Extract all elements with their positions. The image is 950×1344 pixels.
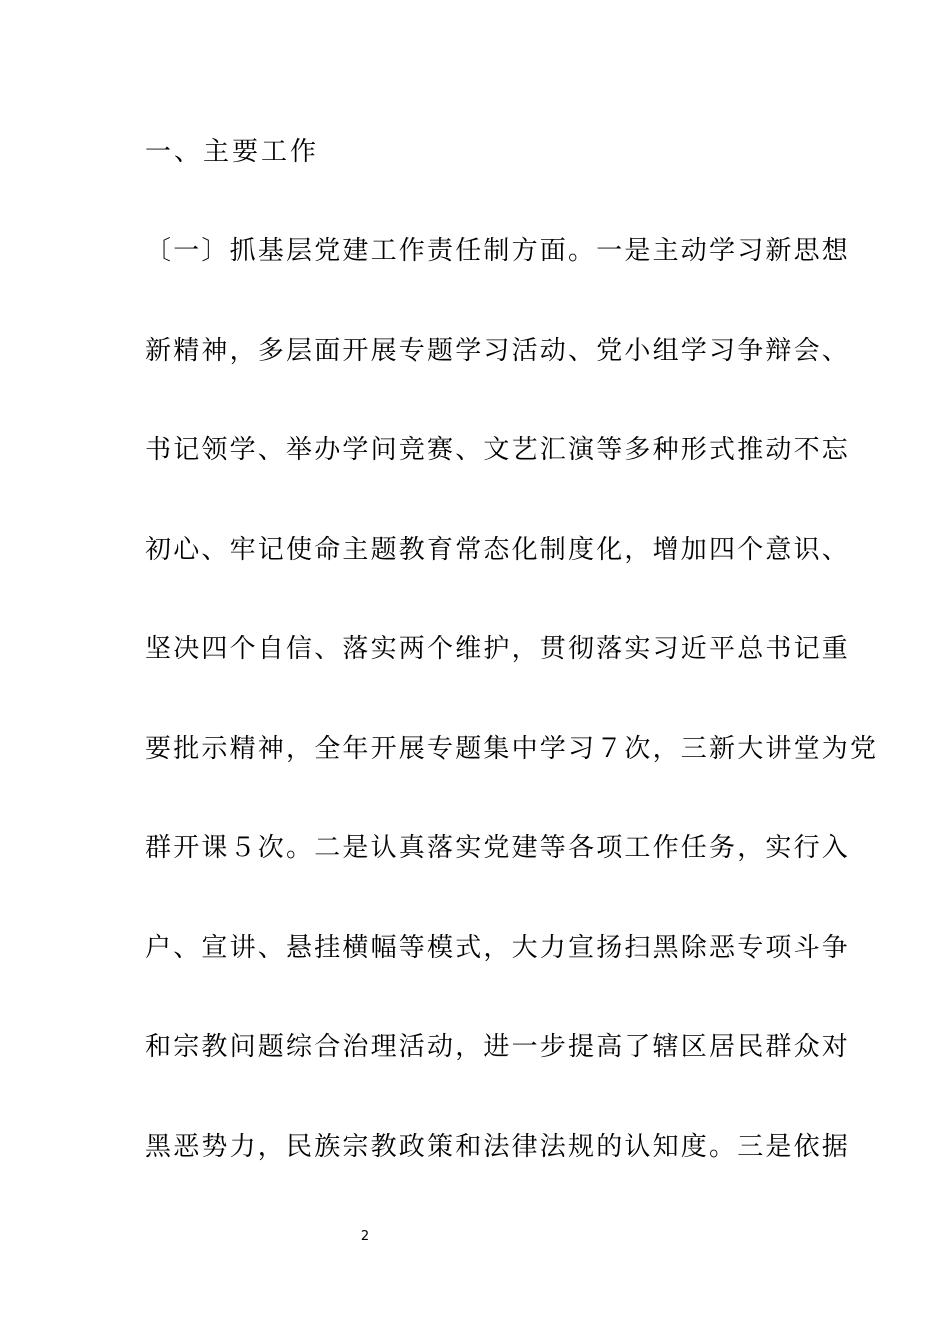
paragraph-line: 新精神，多层面开展专题学习活动、党小组学习争辩会、: [145, 336, 851, 366]
paragraph-line: 和宗教问题综合治理活动，进一步提高了辖区居民群众对: [145, 1032, 851, 1062]
section-heading: 一、主要工作: [145, 137, 320, 167]
page-number: 2: [360, 1229, 370, 1244]
paragraph-line: 户、宣讲、悬挂横幅等模式，大力宣扬扫黑除恶专项斗争: [145, 933, 851, 963]
paragraph-line: 坚决四个自信、落实两个维护，贯彻落实习近平总书记重: [145, 634, 851, 664]
paragraph-line: 黑恶势力，民族宗教政策和法律法规的认知度。三是依据: [145, 1132, 851, 1162]
paragraph-line: 群开课５次。二是认真落实党建等各项工作任务，实行入: [145, 833, 851, 863]
paragraph-line: 要批示精神，全年开展专题集中学习７次，三新大讲堂为党: [145, 734, 879, 764]
paragraph-line: 〔一〕抓基层党建工作责任制方面。一是主动学习新思想: [145, 236, 851, 266]
paragraph-line: 初心、牢记使命主题教育常态化制度化，增加四个意识、: [145, 535, 851, 565]
paragraph-line: 书记领学、举办学问竞赛、文艺汇演等多种形式推动不忘: [145, 435, 851, 465]
